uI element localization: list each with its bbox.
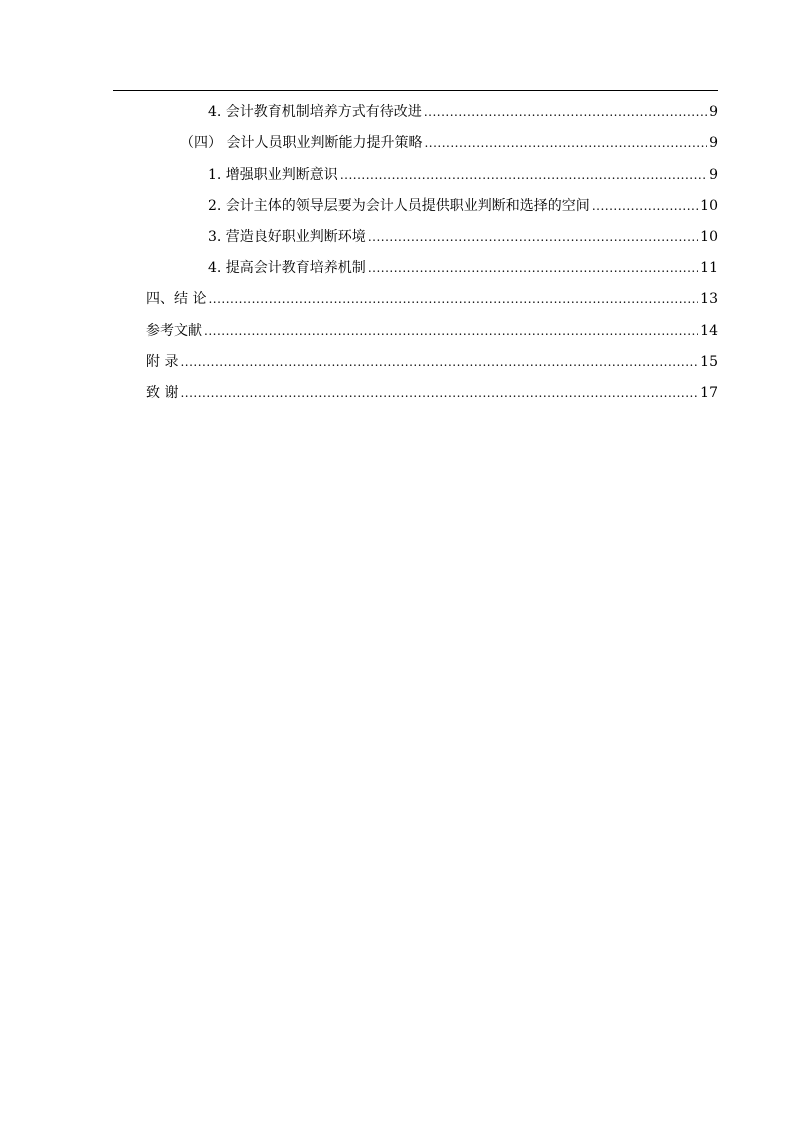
toc-entry[interactable] <box>208 196 718 216</box>
toc-dot-leader <box>204 321 698 341</box>
toc-entry-page: 9 <box>709 104 718 120</box>
toc-entry-page: 14 <box>700 323 718 339</box>
toc-entry[interactable] <box>146 352 718 372</box>
toc-dot-leader <box>424 102 707 122</box>
toc-entry-title: 附 录 <box>146 354 179 370</box>
toc-entry[interactable] <box>146 289 718 309</box>
toc-dot-leader <box>592 196 698 216</box>
toc-entry-title: 参考文献 <box>146 323 202 339</box>
toc-dot-leader <box>368 258 698 278</box>
header-rule <box>113 90 718 91</box>
toc-entry[interactable] <box>180 133 718 153</box>
toc-entry-title: 4. 会计教育机制培养方式有待改进 <box>208 104 422 120</box>
toc-entry-page: 11 <box>700 260 718 276</box>
toc-dot-leader <box>180 352 698 372</box>
toc-entry-title: 2. 会计主体的领导层要为会计人员提供职业判断和选择的空间 <box>208 198 590 214</box>
toc-dot-leader <box>340 165 707 185</box>
toc-entry-title: 四、结 论 <box>146 291 207 307</box>
toc-entry-page: 15 <box>700 354 718 370</box>
toc-entry-title: 致 谢 <box>146 385 179 401</box>
toc-entry-title: 1. 增强职业判断意识 <box>208 167 338 183</box>
toc-entry-title: 4. 提高会计教育培养机制 <box>208 260 366 276</box>
toc-dot-leader <box>368 227 698 247</box>
toc-entry[interactable] <box>208 258 718 278</box>
toc-entry-page: 9 <box>709 135 718 151</box>
toc-entry[interactable] <box>208 165 718 185</box>
toc-dot-leader <box>424 133 707 153</box>
toc-entry[interactable] <box>146 383 718 403</box>
toc-entry-page: 13 <box>700 291 718 307</box>
toc-entry[interactable] <box>208 102 718 122</box>
toc-entry-page: 10 <box>700 229 718 245</box>
toc-entry-title: （四） 会计人员职业判断能力提升策略 <box>180 135 423 151</box>
toc-dot-leader <box>180 383 698 403</box>
toc-entry-title: 3. 营造良好职业判断环境 <box>208 229 366 245</box>
toc-entry[interactable] <box>208 227 718 247</box>
toc-entry-page: 17 <box>700 385 718 401</box>
toc-dot-leader <box>208 289 698 309</box>
toc-entry-page: 10 <box>700 198 718 214</box>
toc-entry-page: 9 <box>709 167 718 183</box>
toc-entry[interactable] <box>146 321 718 341</box>
